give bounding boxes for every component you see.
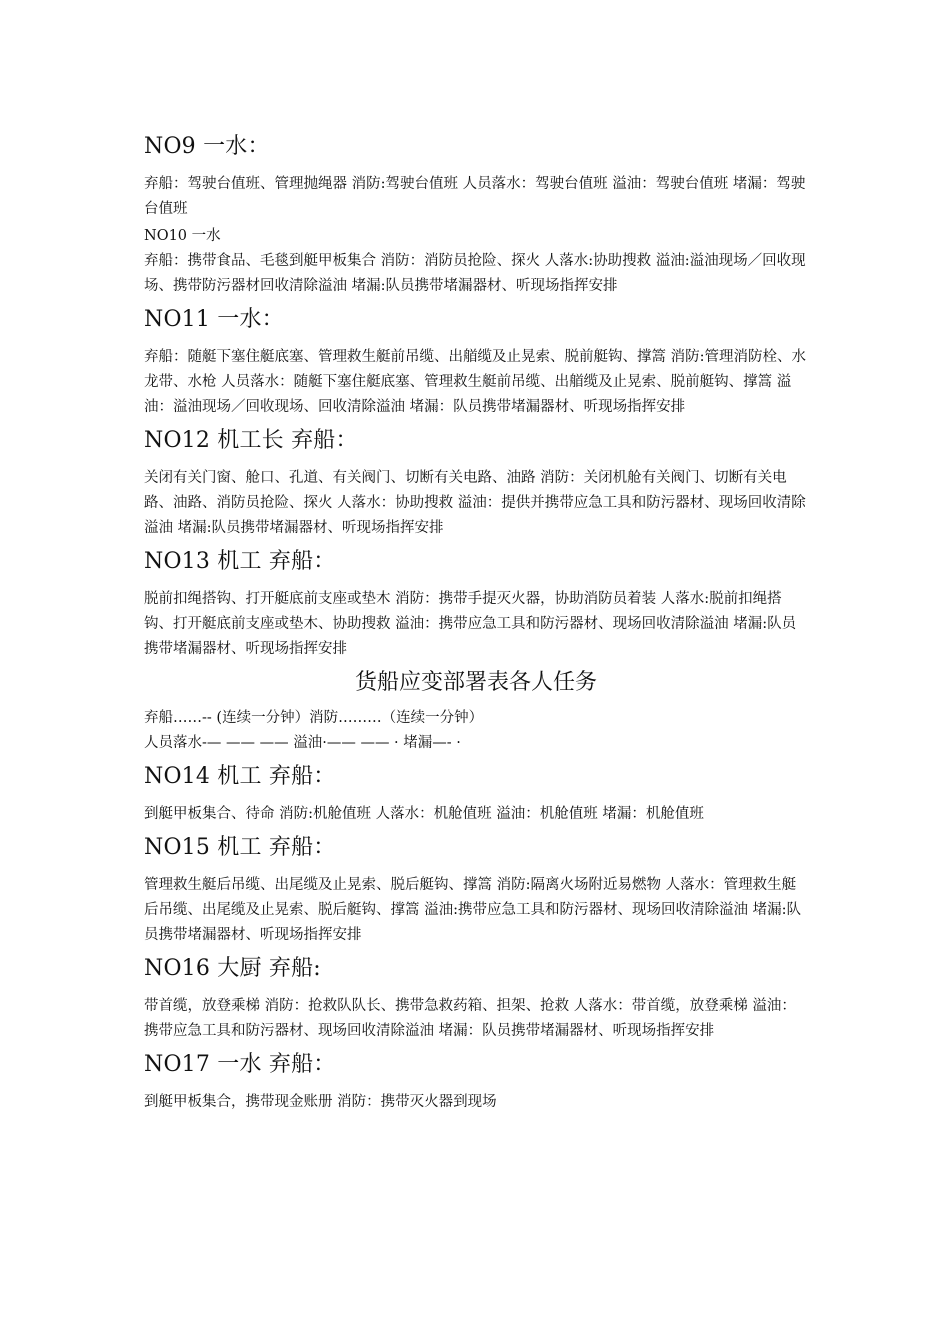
section-body: 带首缆，放登乘梯 消防：抢救队队长、携带急救药箱、担架、抢救 人落水：带首缆，放登乘梯 溢油：携带应急工具和防污器材、现场回收清除溢油 堵漏：队员携带堵漏器材、听现场指挥安排	[144, 998, 796, 1039]
section-no16	[144, 954, 808, 1044]
section-no14	[144, 762, 808, 827]
section-no9	[144, 132, 808, 222]
section-heading: NO14 机工 弃船：	[144, 764, 336, 789]
section-body: 管理救生艇后吊缆、出尾缆及止晃索、脱后艇钩、撑篙 消防:隔离火场附近易燃物 人落水：管理救生艇后吊缆、出尾缆及止晃索、脱后艇钩、撑篙 溢油:携带应急工具和防污器材、现场回收清除溢油 堵漏:队员携带堵漏器材、听现场指挥安排	[144, 877, 801, 943]
section-no17	[144, 1050, 808, 1115]
signal-line-2: 人员落水-— —— —— 溢油·—— —— · 堵漏—- ·	[144, 735, 461, 751]
section-heading: NO17 一水 弃船：	[144, 1052, 336, 1077]
page-title: 货船应变部署表各人任务	[354, 670, 597, 695]
section-no10	[144, 224, 808, 299]
signal-line-1: 弃船……-- (连续一分钟）消防………（连续一分钟）	[144, 710, 484, 726]
signal-legend	[144, 706, 808, 756]
section-body: 脱前扣绳搭钩、打开艇底前支座或垫木 消防：携带手提灭火器，协助消防员着装 人落水:脱前扣绳搭钩、打开艇底前支座或垫木、协助搜救 溢油：携带应急工具和防污器材、现场回收清除溢油 堵漏:队员携带堵漏器材、听现场指挥安排	[144, 591, 797, 657]
section-heading: NO15 机工 弃船：	[144, 835, 336, 860]
section-body: 到艇甲板集合、待命 消防:机舱值班 人落水：机舱值班 溢油：机舱值班 堵漏：机舱值班	[144, 806, 704, 822]
section-no15	[144, 833, 808, 948]
section-body: 弃船：驾驶台值班、管理抛绳器 消防:驾驶台值班 人员落水：驾驶台值班 溢油：驾驶台值班 堵漏：驾驶台值班	[144, 176, 806, 217]
section-heading: NO13 机工 弃船：	[144, 549, 336, 574]
section-heading: NO12 机工长 弃船：	[144, 428, 358, 453]
section-no12	[144, 426, 808, 541]
section-no11	[144, 305, 808, 420]
section-heading: NO11 一水：	[144, 307, 284, 332]
section-no13	[144, 547, 808, 662]
section-heading: NO9 一水：	[144, 134, 270, 159]
section-heading: NO16 大厨 弃船:	[144, 956, 321, 981]
section-heading: NO10 一水	[144, 228, 221, 244]
document-page	[144, 132, 808, 1121]
section-body: 弃船：携带食品、毛毯到艇甲板集合 消防：消防员抢险、探火 人落水:协助搜救 溢油:溢油现场／回收现场、携带防污器材回收清除溢油 堵漏:队员携带堵漏器材、听现场指挥安排	[144, 253, 806, 294]
section-body: 到艇甲板集合，携带现金账册 消防：携带灭火器到现场	[144, 1094, 497, 1110]
section-body: 弃船：随艇下塞住艇底塞、管理救生艇前吊缆、出艏缆及止晃索、脱前艇钩、撑篙 消防:管理消防栓、水龙带、水枪 人员落水：随艇下塞住艇底塞、管理救生艇前吊缆、出艏缆及止晃索、脱前艇钩、撑篙 溢油：溢油现场／回收现场、回收清除溢油 堵漏：队员携带堵漏器材、听现场指挥安排	[144, 349, 806, 415]
section-body: 关闭有关门窗、舱口、孔道、有关阀门、切断有关电路、油路 消防：关闭机舱有关阀门、切断有关电路、油路、消防员抢险、探火 人落水：协助搜救 溢油：提供并携带应急工具和防污器材、现场回收清除溢油 堵漏:队员携带堵漏器材、听现场指挥安排	[144, 470, 806, 536]
